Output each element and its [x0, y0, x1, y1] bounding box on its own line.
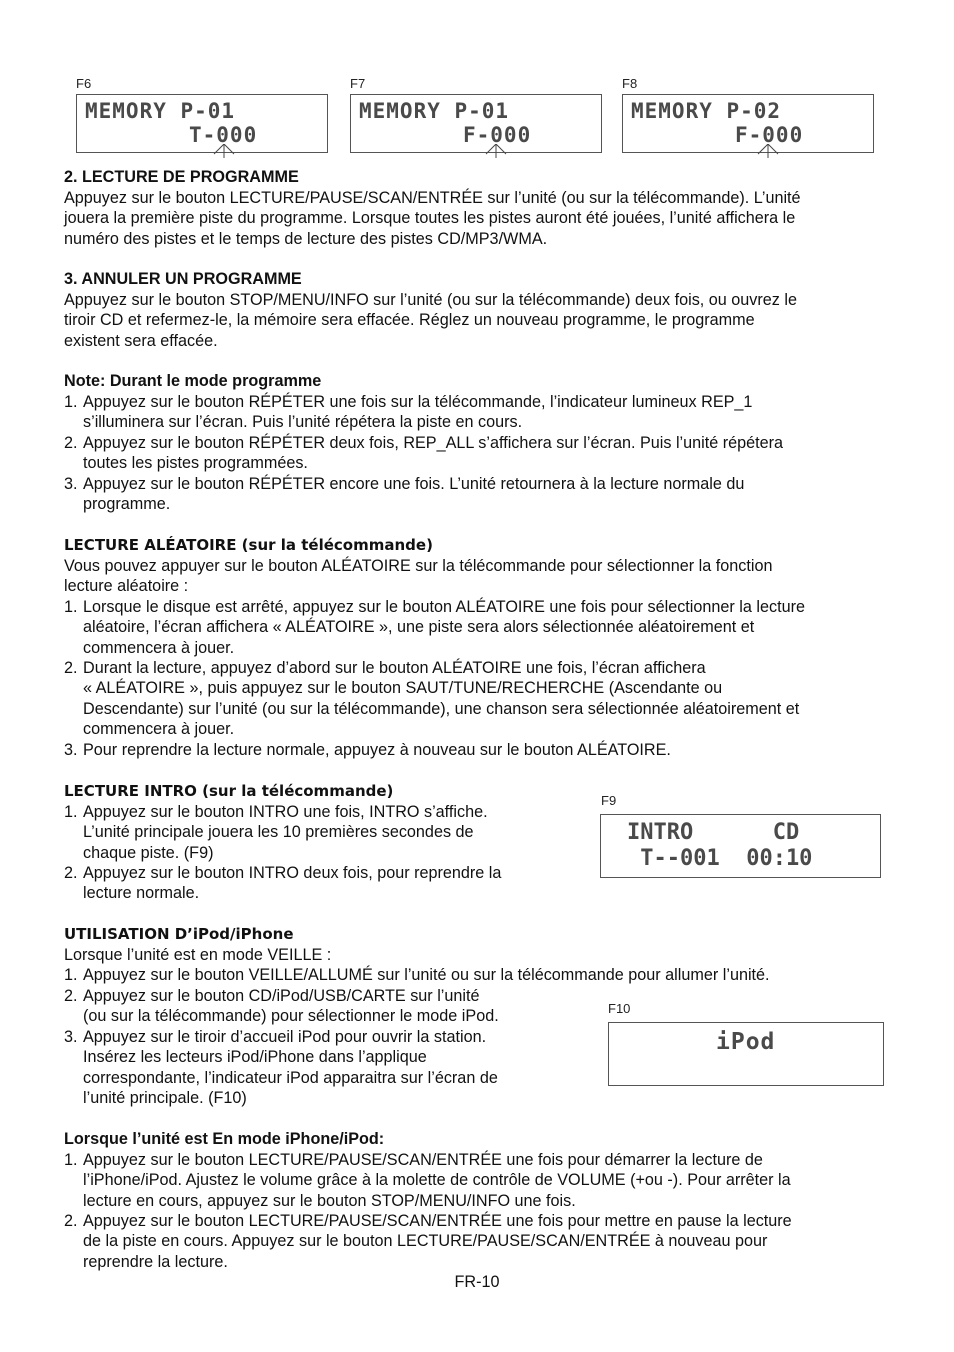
list-line: de la piste en cours. Appuyez sur le bouton LECTURE/PAUSE/SCAN/ENTRÉE à nouveau pour	[83, 1232, 768, 1251]
paragraph-line: Vous pouvez appuyer sur le bouton ALÉATOIRE sur la télécommande pour sélectionner la fonction	[64, 557, 773, 575]
list-line: l’iPhone/iPod. Ajustez le volume grâce à la molette de contrôle de VOLUME (+ou -). Pour arrêter la	[83, 1171, 791, 1190]
list-line: lecture en cours, appuyez sur le bouton STOP/MENU/INFO une fois.	[83, 1191, 576, 1210]
list-line: toutes les pistes programmées.	[83, 454, 308, 473]
figure-label-f6: F6	[76, 76, 92, 91]
list-number: 2.	[64, 987, 78, 1005]
list-number: 2.	[64, 1212, 78, 1230]
list-line: aléatoire, l’écran affichera « ALÉATOIRE », une piste sera alors sélectionnée aléatoirement et	[83, 618, 755, 637]
list-line: Appuyez sur le bouton LECTURE/PAUSE/SCAN/ENTRÉE une fois pour démarrer la lecture de	[83, 1151, 763, 1169]
lcd-display-f10	[608, 1022, 884, 1086]
list-line: Appuyez sur le bouton INTRO une fois, INTRO s’affiche.	[83, 803, 488, 821]
list-number: 1.	[64, 1151, 78, 1169]
list-item	[64, 863, 501, 904]
section-heading-lecture-aleatoire: LECTURE ALÉATOIRE (sur la télécommande)	[64, 536, 433, 554]
list-number: 3.	[64, 741, 78, 759]
section-heading-mode-iphone-ipod: Lorsque l’unité est En mode iPhone/iPod:	[64, 1130, 385, 1148]
list-line: Pour reprendre la lecture normale, appuyez à nouveau sur le bouton ALÉATOIRE.	[83, 741, 671, 759]
section-heading-ipod-iphone: UTILISATION D’iPod/iPhone	[64, 925, 294, 943]
paragraph-line: existent sera effacée.	[64, 332, 218, 350]
list-item	[64, 392, 752, 433]
list-number: 3.	[64, 1028, 78, 1046]
paragraph-line: jouera la première piste du programme. Lorsque toutes les pistes auront été jouées, l’unité affichera le	[64, 209, 796, 227]
paragraph-line: Appuyez sur le bouton LECTURE/PAUSE/SCAN/ENTRÉE sur l’unité (ou sur la télécommande). L’unité	[64, 189, 801, 207]
page-number: FR-10	[454, 1273, 500, 1291]
list-line: reprendre la lecture.	[83, 1252, 228, 1271]
list-line: Descendante) sur l’unité (ou sur la télécommande), une chanson sera sélectionnée aléatoirement et	[83, 699, 800, 718]
lcd-line1-f10: iPod	[716, 1029, 776, 1055]
paragraph-line: tiroir CD et refermez-le, la mémoire sera effacée. Réglez un nouveau programme, le programme	[64, 311, 755, 329]
section-heading-lecture-programme: 2. LECTURE DE PROGRAMME	[64, 168, 299, 186]
lcd-line2-f9: T--001 00:10	[627, 846, 813, 871]
list-number: 2.	[64, 434, 78, 452]
note-heading: Note: Durant le mode programme	[64, 372, 322, 390]
list-line: L’unité principale jouera les 10 premières secondes de	[83, 823, 474, 842]
list-line: Appuyez sur le bouton VEILLE/ALLUMÉ sur l’unité ou sur la télécommande pour allumer l’unité.	[83, 966, 770, 984]
list-number: 1.	[64, 598, 78, 616]
list-number: 1.	[64, 393, 78, 411]
list-item	[64, 474, 744, 515]
list-line: correspondante, l’indicateur iPod apparaitra sur l’écran de	[83, 1068, 498, 1087]
cursor-blink-icon	[212, 144, 236, 158]
section-heading-annuler-programme: 3. ANNULER UN PROGRAMME	[64, 270, 302, 288]
list-item	[64, 1211, 792, 1272]
figure-label-f10: F10	[608, 1001, 631, 1016]
lcd-line1-f6: MEMORY P-01	[85, 99, 236, 123]
cursor-blink-icon	[756, 144, 780, 158]
list-item	[64, 986, 499, 1027]
list-line: Appuyez sur le bouton INTRO deux fois, pour reprendre la	[83, 864, 502, 882]
figure-label-f8: F8	[622, 76, 638, 91]
section-heading-lecture-intro: LECTURE INTRO (sur la télécommande)	[64, 782, 394, 800]
list-item	[64, 802, 488, 863]
list-line: s’illuminera sur l’écran. Puis l’unité répétera la piste en cours.	[83, 413, 523, 432]
list-line: Appuyez sur le bouton RÉPÉTER une fois sur la télécommande, l’indicateur lumineux REP_1	[83, 393, 753, 411]
list-line: Appuyez sur le tiroir d’accueil iPod pour ouvrir la station.	[83, 1028, 487, 1046]
list-line: Appuyez sur le bouton CD/iPod/USB/CARTE sur l’unité	[83, 987, 480, 1005]
list-item	[64, 597, 805, 658]
lcd-line1-f9: INTRO CD	[627, 820, 800, 845]
list-number: 2.	[64, 864, 78, 882]
list-item	[64, 965, 770, 985]
list-line: Appuyez sur le bouton RÉPÉTER encore une fois. L’unité retournera à la lecture normale du	[83, 475, 745, 493]
lcd-display-f9	[600, 814, 881, 878]
list-line: Lorsque le disque est arrêté, appuyez sur le bouton ALÉATOIRE une fois pour sélectionner la lecture	[83, 598, 805, 616]
lcd-line2-f8: F-000	[735, 123, 804, 147]
list-line: (ou sur la télécommande) pour sélectionner le mode iPod.	[83, 1007, 499, 1026]
paragraph-line: lecture aléatoire :	[64, 577, 189, 595]
lcd-display-f8	[622, 94, 874, 153]
list-number: 1.	[64, 966, 78, 984]
cursor-blink-icon	[484, 144, 508, 158]
list-number: 1.	[64, 803, 78, 821]
list-item	[64, 740, 671, 760]
lcd-line1-f8: MEMORY P-02	[631, 99, 782, 123]
lcd-line1-f7: MEMORY P-01	[359, 99, 510, 123]
paragraph-line: Lorsque l’unité est en mode VEILLE :	[64, 946, 332, 964]
list-line: « ALÉATOIRE », puis appuyez sur le bouton SAUT/TUNE/RECHERCHE (Ascendante ou	[83, 679, 723, 698]
figure-label-f7: F7	[350, 76, 366, 91]
list-line: l’unité principale. (F10)	[83, 1089, 247, 1108]
list-item	[64, 658, 799, 740]
list-item	[64, 1027, 498, 1109]
list-line: Appuyez sur le bouton LECTURE/PAUSE/SCAN/ENTRÉE une fois pour mettre en pause la lecture	[83, 1212, 792, 1230]
lcd-display-f7	[350, 94, 602, 153]
list-line: commencera à jouer.	[83, 638, 235, 657]
lcd-line2-f6: T-000	[189, 123, 258, 147]
list-line: Appuyez sur le bouton RÉPÉTER deux fois, REP_ALL s’affichera sur l’écran. Puis l’unité répétera	[83, 434, 784, 452]
paragraph-line: Appuyez sur le bouton STOP/MENU/INFO sur l’unité (ou sur la télécommande) deux fois, ou ouvrez le	[64, 291, 797, 309]
list-line: programme.	[83, 495, 171, 514]
list-item	[64, 433, 783, 474]
list-line: lecture normale.	[83, 884, 200, 903]
list-line: Durant la lecture, appuyez d’abord sur le bouton ALÉATOIRE une fois, l’écran affichera	[83, 659, 706, 677]
list-item	[64, 1150, 791, 1211]
lcd-line2-f7: F-000	[463, 123, 532, 147]
list-number: 2.	[64, 659, 78, 677]
list-line: commencera à jouer.	[83, 720, 235, 739]
list-number: 3.	[64, 475, 78, 493]
lcd-display-f6	[76, 94, 328, 153]
list-line: Insérez les lecteurs iPod/iPhone dans l’applique	[83, 1048, 427, 1067]
list-line: chaque piste. (F9)	[83, 843, 214, 862]
paragraph-line: numéro des pistes et le temps de lecture des pistes CD/MP3/WMA.	[64, 230, 548, 248]
figure-label-f9: F9	[601, 793, 617, 808]
